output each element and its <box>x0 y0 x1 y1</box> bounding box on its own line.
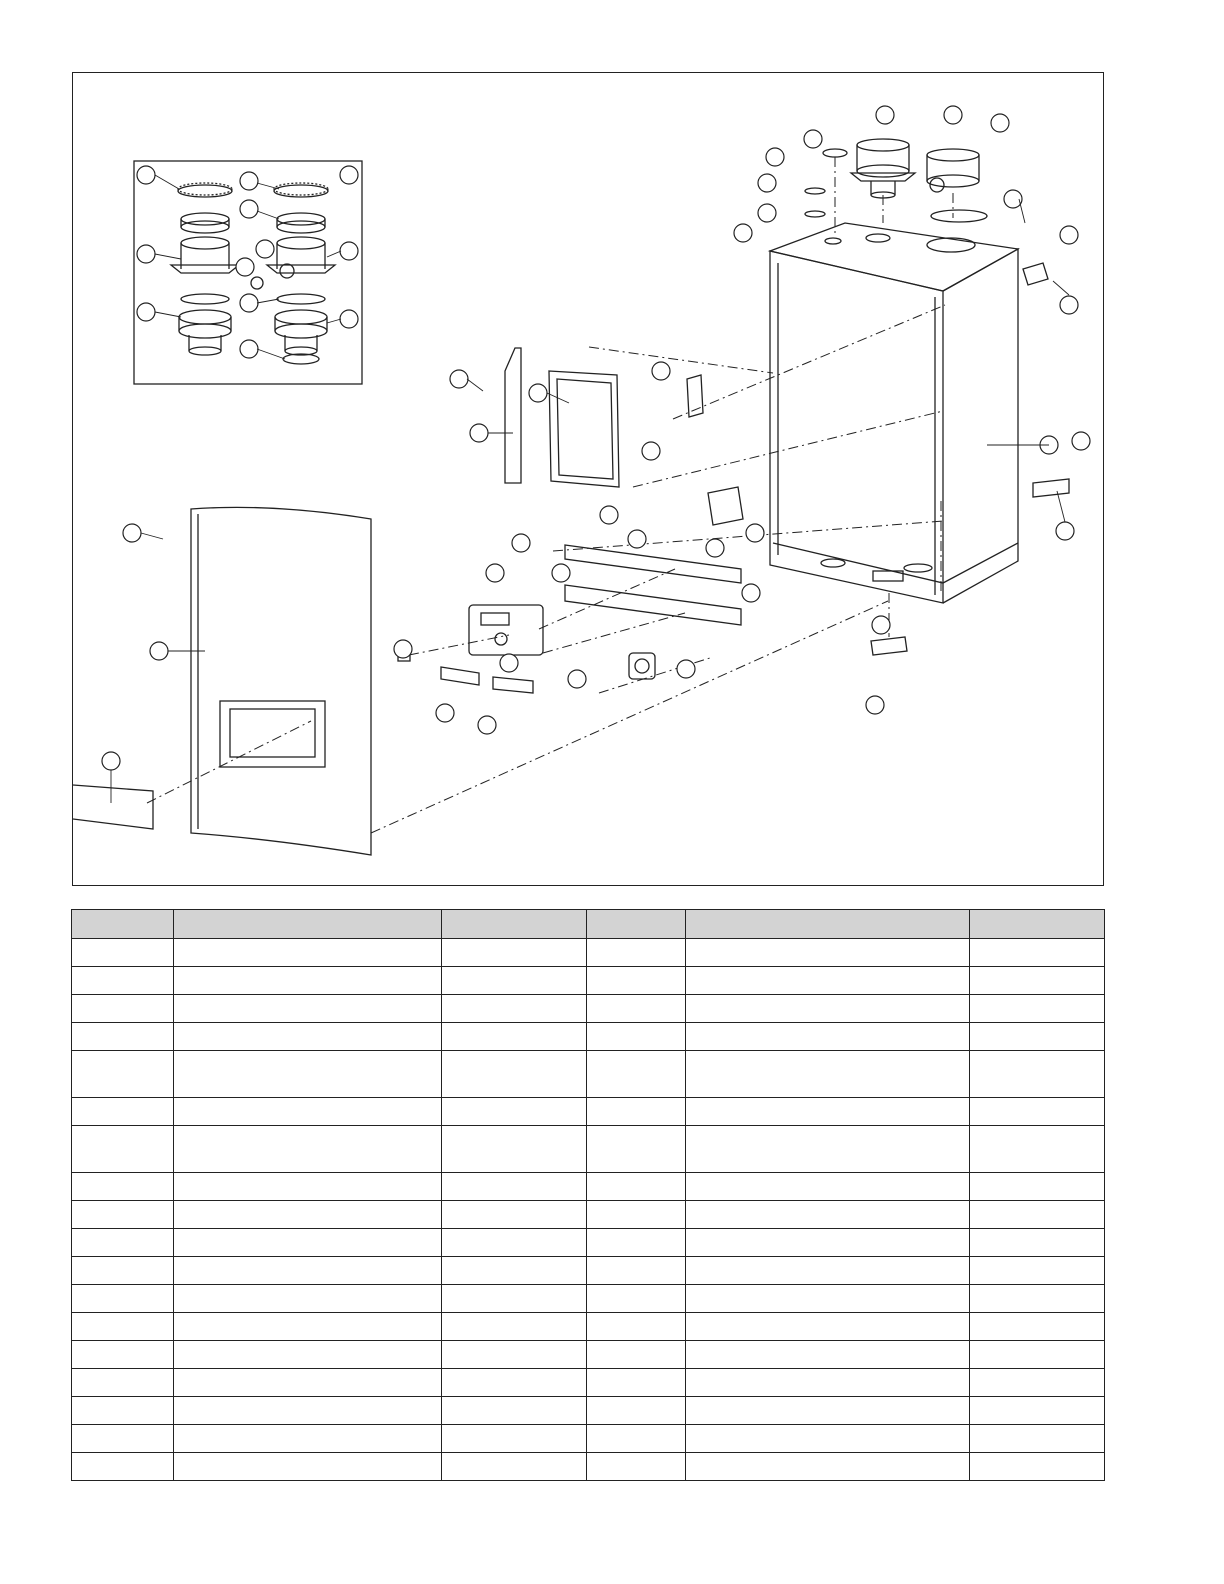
table-cell <box>442 1023 587 1051</box>
table-cell <box>442 995 587 1023</box>
table-cell <box>587 1341 686 1369</box>
inset-cap-fitting <box>251 277 263 289</box>
table-cell <box>587 939 686 967</box>
column-header <box>174 910 442 939</box>
inset-right-adapter-stack <box>267 183 335 364</box>
table-cell <box>72 1397 174 1425</box>
table-cell <box>174 1098 442 1126</box>
table-cell <box>442 1397 587 1425</box>
table-cell <box>970 1257 1105 1285</box>
table-row <box>72 1257 1105 1285</box>
table-cell <box>174 1285 442 1313</box>
table-cell <box>72 1453 174 1481</box>
table-cell <box>174 939 442 967</box>
junction-box <box>708 487 743 525</box>
table-cell <box>587 1369 686 1397</box>
table-cell <box>970 1173 1105 1201</box>
table-row <box>72 1369 1105 1397</box>
table-cell <box>72 1023 174 1051</box>
cabinet-top-port <box>927 238 975 252</box>
table-cell <box>442 1229 587 1257</box>
table-cell <box>970 1285 1105 1313</box>
table-cell <box>72 1051 174 1098</box>
column-header <box>686 910 970 939</box>
table-cell <box>970 1023 1105 1051</box>
table-cell <box>72 1313 174 1341</box>
alignment-lines <box>147 157 953 833</box>
table-cell <box>72 1369 174 1397</box>
table-cell <box>587 1425 686 1453</box>
table-cell <box>686 1201 970 1229</box>
table-cell <box>587 1285 686 1313</box>
table-cell <box>442 1425 587 1453</box>
table-cell <box>970 1313 1105 1341</box>
table-cell <box>174 995 442 1023</box>
table-cell <box>442 1453 587 1481</box>
table-cell <box>686 1313 970 1341</box>
table-row <box>72 939 1105 967</box>
wall-bracket-upper <box>1023 263 1048 285</box>
lower-cross-rail <box>565 585 741 625</box>
table-cell <box>442 1201 587 1229</box>
table-cell <box>174 1397 442 1425</box>
pressure-switch <box>629 653 655 679</box>
table-cell <box>587 1201 686 1229</box>
table-cell <box>587 1126 686 1173</box>
table-row <box>72 1453 1105 1481</box>
front-cover-panel <box>191 507 371 855</box>
table-cell <box>970 1201 1105 1229</box>
table-row <box>72 1341 1105 1369</box>
table-header-row <box>72 910 1105 939</box>
table-cell <box>587 1051 686 1098</box>
small-relay-module <box>687 375 703 417</box>
table-cell <box>174 1023 442 1051</box>
table-cell <box>686 1173 970 1201</box>
table-row <box>72 1201 1105 1229</box>
table-row <box>72 1173 1105 1201</box>
top-vent-connector-left <box>851 139 915 198</box>
table-cell <box>442 1341 587 1369</box>
table-cell <box>686 1397 970 1425</box>
table-cell <box>686 1229 970 1257</box>
wall-bracket-lower <box>1033 479 1069 497</box>
table-cell <box>686 1126 970 1173</box>
table-row <box>72 1051 1105 1098</box>
table-row <box>72 1098 1105 1126</box>
column-header <box>72 910 174 939</box>
table-cell <box>970 995 1105 1023</box>
table-cell <box>442 1257 587 1285</box>
table-cell <box>174 1425 442 1453</box>
table-cell <box>686 1023 970 1051</box>
table-cell <box>970 1051 1105 1098</box>
table-cell <box>72 1257 174 1285</box>
table-cell <box>970 967 1105 995</box>
table-row <box>72 967 1105 995</box>
table-cell <box>970 1126 1105 1173</box>
table-cell <box>72 1098 174 1126</box>
column-header <box>970 910 1105 939</box>
table-cell <box>686 1285 970 1313</box>
small-gasket-top <box>823 149 847 157</box>
table-cell <box>442 1173 587 1201</box>
inset-left-adapter-stack <box>171 183 239 355</box>
table-cell <box>970 1229 1105 1257</box>
table-cell <box>686 1369 970 1397</box>
table-row <box>72 1397 1105 1425</box>
table-cell <box>72 1341 174 1369</box>
top-vent-connector-right <box>927 149 987 222</box>
table-cell <box>72 1201 174 1229</box>
table-cell <box>442 939 587 967</box>
table-cell <box>72 939 174 967</box>
table-cell <box>72 1126 174 1173</box>
table-cell <box>442 1285 587 1313</box>
control-knob <box>495 633 507 645</box>
bottom-mount-clip <box>871 637 907 655</box>
parts-list-table <box>71 909 1105 1481</box>
table-cell <box>442 1051 587 1098</box>
column-header <box>587 910 686 939</box>
diagram-svg <box>73 73 1105 887</box>
column-header <box>442 910 587 939</box>
table-cell <box>442 1098 587 1126</box>
table-cell <box>72 1285 174 1313</box>
table-cell <box>587 967 686 995</box>
table-cell <box>970 939 1105 967</box>
table-cell <box>686 967 970 995</box>
table-cell <box>442 967 587 995</box>
table-cell <box>174 967 442 995</box>
table-cell <box>174 1369 442 1397</box>
table-cell <box>970 1098 1105 1126</box>
table-cell <box>686 939 970 967</box>
table-cell <box>970 1369 1105 1397</box>
table-cell <box>587 1313 686 1341</box>
cabinet-top <box>770 223 1018 291</box>
table-cell <box>686 1453 970 1481</box>
keypad-cover-b <box>493 677 533 693</box>
table-cell <box>686 1425 970 1453</box>
table-cell <box>686 995 970 1023</box>
table-row <box>72 1313 1105 1341</box>
table-cell <box>174 1341 442 1369</box>
table-cell <box>587 1098 686 1126</box>
table-cell <box>72 1229 174 1257</box>
table-cell <box>442 1369 587 1397</box>
table-body <box>72 939 1105 1481</box>
table-cell <box>442 1126 587 1173</box>
callout-bubbles <box>102 106 1090 770</box>
table-cell <box>587 1023 686 1051</box>
table-cell <box>587 1257 686 1285</box>
table-cell <box>686 1257 970 1285</box>
table-cell <box>970 1341 1105 1369</box>
table-cell <box>174 1313 442 1341</box>
table-cell <box>686 1341 970 1369</box>
table-row <box>72 1126 1105 1173</box>
table-cell <box>174 1126 442 1173</box>
table-cell <box>174 1201 442 1229</box>
cabinet-bottom-edge <box>773 543 1018 583</box>
table-row <box>72 1425 1105 1453</box>
table-cell <box>72 1173 174 1201</box>
keypad-cover-a <box>441 667 479 685</box>
table-cell <box>587 1453 686 1481</box>
table-cell <box>174 1173 442 1201</box>
cabinet-side <box>943 249 1018 603</box>
table-cell <box>587 1397 686 1425</box>
table-cell <box>442 1313 587 1341</box>
exploded-parts-diagram <box>72 72 1104 886</box>
table-cell <box>587 1173 686 1201</box>
bottom-trim-strip <box>73 785 153 829</box>
table-cell <box>174 1229 442 1257</box>
table-row <box>72 1023 1105 1051</box>
table-cell <box>72 967 174 995</box>
table-cell <box>970 1453 1105 1481</box>
table-cell <box>970 1397 1105 1425</box>
table-cell <box>587 995 686 1023</box>
table-cell <box>686 1098 970 1126</box>
table-cell <box>587 1229 686 1257</box>
table-cell <box>970 1425 1105 1453</box>
table-cell <box>174 1051 442 1098</box>
table-cell <box>174 1453 442 1481</box>
table-cell <box>72 995 174 1023</box>
side-mounting-bracket <box>505 348 521 483</box>
table-row <box>72 995 1105 1023</box>
table-cell <box>72 1425 174 1453</box>
table-row <box>72 1229 1105 1257</box>
table-cell <box>686 1051 970 1098</box>
table-row <box>72 1285 1105 1313</box>
cabinet-back <box>770 251 943 603</box>
table-cell <box>174 1257 442 1285</box>
